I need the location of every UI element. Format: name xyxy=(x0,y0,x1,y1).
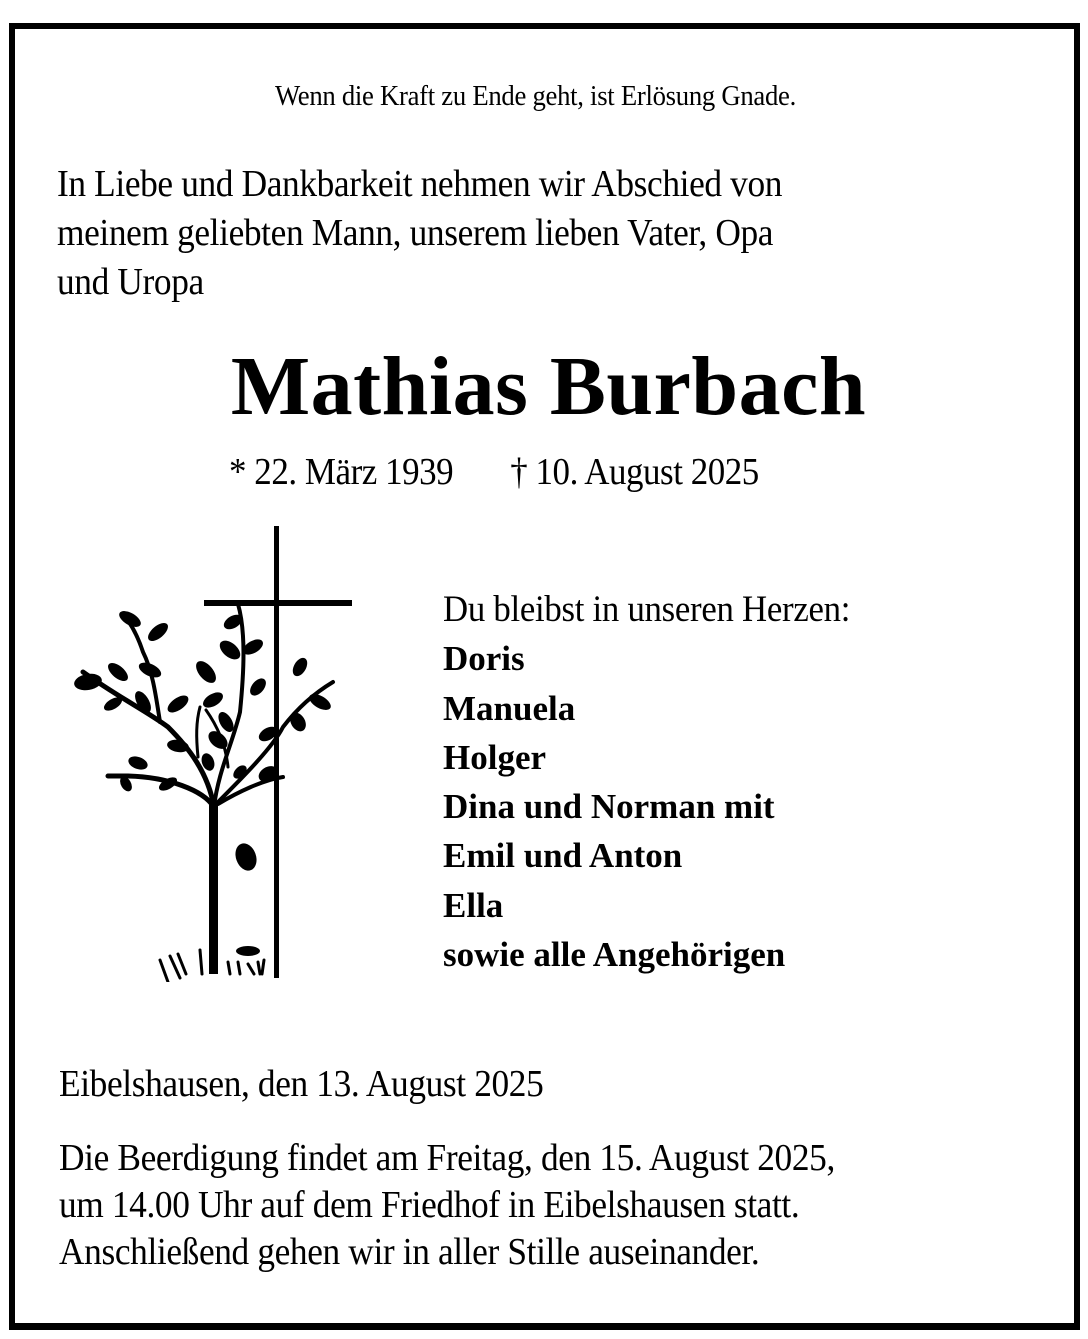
family-lead: Du bleibst in unseren Herzen: xyxy=(443,589,851,630)
life-dates xyxy=(229,450,759,494)
family-member: Emil und Anton xyxy=(443,836,683,876)
place-date: Eibelshausen, den 13. August 2025 xyxy=(59,1063,544,1105)
intro-line: meinem geliebten Mann, unserem lieben Vater, Opa xyxy=(57,212,774,254)
family-member: Doris xyxy=(443,639,525,679)
funeral-info xyxy=(59,1135,835,1276)
motto: Wenn die Kraft zu Ende geht, ist Erlösung Gnade. xyxy=(274,80,797,112)
family-member: Ella xyxy=(443,885,504,925)
intro-text xyxy=(57,160,782,307)
tree-and-cross-icon xyxy=(68,522,368,982)
family-member: Holger xyxy=(443,737,547,777)
intro-line: und Uropa xyxy=(57,261,204,303)
death-date: † 10. August 2025 xyxy=(510,451,759,493)
family-member: Dina und Norman mit xyxy=(443,787,775,827)
funeral-line: Die Beerdigung findet am Freitag, den 15. August 2025, xyxy=(59,1137,835,1179)
birth-date: * 22. März 1939 xyxy=(229,451,454,493)
family-member: Manuela xyxy=(443,688,576,728)
family-block xyxy=(443,585,876,979)
funeral-line: Anschließend gehen wir in aller Stille auseinander. xyxy=(59,1231,760,1273)
family-member: sowie alle Angehörigen xyxy=(443,935,786,975)
funeral-line: um 14.00 Uhr auf dem Friedhof in Eibelshausen statt. xyxy=(59,1184,800,1226)
deceased-name: Mathias Burbach xyxy=(230,340,867,433)
intro-line: In Liebe und Dankbarkeit nehmen wir Abschied von xyxy=(57,163,783,205)
